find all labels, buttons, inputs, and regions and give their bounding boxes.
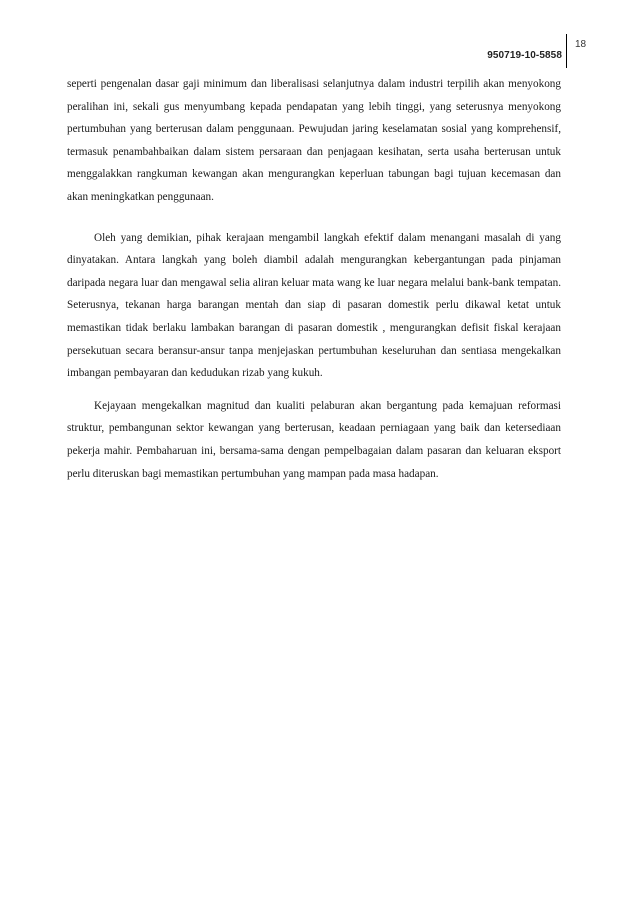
header-divider: [566, 34, 567, 68]
document-id: 950719-10-5858: [487, 50, 562, 61]
document-body: [67, 73, 561, 485]
paragraph-investment-success: Kejayaan mengekalkan magnitud dan kualiti pelaburan akan bergantung pada kemajuan reformasi struktur, pembangunan sektor kewangan yang berterusan, keadaan perniagaan yang baik dan ketersediaan pekerja mahir. Pembaharuan ini, bersama-sama dengan pempelbagaian dalam pasaran dan keluaran eksport perlu diteruskan bagi memastikan pertumbuhan yang mampan pada masa hadapan.: [67, 399, 561, 480]
page-header: [0, 0, 638, 70]
paragraph-continuation: seperti pengenalan dasar gaji minimum dan liberalisasi selanjutnya dalam industri terpilih akan menyokong peralihan ini, sekali gus menyumbang kepada pendapatan yang lebih tinggi, yang seterusnya menyokong pertumbuhan yang berterusan dalam penggunaan. Pewujudan jaring keselamatan sosial yang komprehensif, termasuk penambahbaikan dalam sistem persaraan dan penjagaan kesihatan, serta usaha berterusan untuk menggalakkan rangkuman kewangan akan mengurangkan keperluan tabungan bagi tujuan kecemasan dan akan meningkatkan penggunaan.: [67, 78, 561, 203]
page-number: 18: [575, 39, 587, 50]
paragraph-government-measures: Oleh yang demikian, pihak kerajaan mengambil langkah efektif dalam menangani masalah di yang dinyatakan. Antara langkah yang boleh diambil adalah mengurangkan kebergantungan pada pinjaman daripada negara luar dan mengawal selia aliran keluar mata wang ke luar negara melalui bank-bank tempatan. Seterusnya, tekanan harga barangan mentah dan siap di pasaran domestik perlu dikawal ketat untuk memastikan tidak berlaku lambakan barangan di pasaran domestik , mengurangkan defisit fiskal kerajaan persekutuan secara beransur-ansur tanpa menjejaskan pertumbuhan keseluruhan dan sentiasa mengekalkan imbangan pembayaran dan kedudukan rizab yang kukuh.: [67, 231, 561, 380]
